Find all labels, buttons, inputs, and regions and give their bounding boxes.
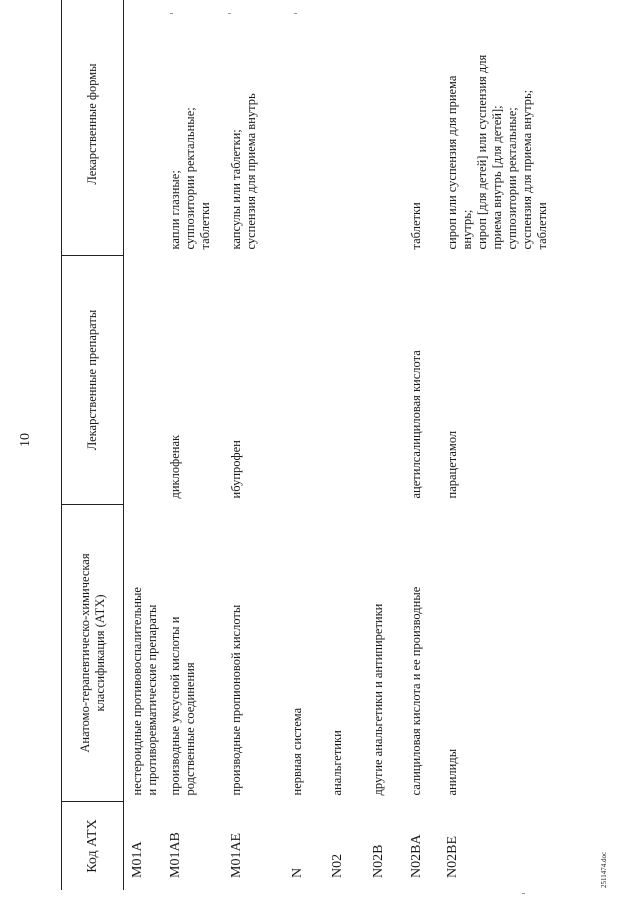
atc-code: M01A <box>130 841 145 878</box>
dosage-forms <box>439 0 555 256</box>
dosage-form-line: суппозитории ректальные; <box>183 107 197 250</box>
dosage-forms <box>162 0 223 256</box>
drug-name <box>284 256 324 505</box>
atc-code: M01AE <box>229 832 244 878</box>
drug-name: ацетилсалициловая кислота <box>409 350 423 499</box>
table-row <box>365 0 403 890</box>
header-drugs: Лекарственные препараты <box>62 256 124 505</box>
atc-code: N02BE <box>445 836 460 878</box>
dosage-form-line: таблетки <box>198 202 212 250</box>
drug-name <box>124 256 163 505</box>
classification-line: другие анальгетики и антипиретики <box>371 603 385 796</box>
dosage-forms <box>223 0 284 256</box>
atc-classification <box>124 505 163 802</box>
atc-classification <box>439 505 555 802</box>
atc-code: M01AB <box>168 832 183 878</box>
dosage-forms <box>403 0 439 256</box>
dosage-form-line: сироп [для детей] или суспензия для <box>475 54 489 250</box>
atc-classification <box>324 505 365 802</box>
table-row <box>162 0 223 890</box>
header-classification <box>62 505 124 802</box>
dosage-forms <box>284 0 324 256</box>
dosage-form-line: внутрь; <box>460 209 474 250</box>
dosage-form-line: суспензия для приема внутрь; <box>520 89 534 250</box>
header-forms: Лекарственные формы <box>62 0 124 256</box>
atc-code: N02BA <box>409 834 424 878</box>
atc-classification <box>403 505 439 802</box>
table-row <box>124 0 163 890</box>
drug-name: ибупрофен <box>229 440 243 499</box>
classification-line: нестероидные противовоспалительные <box>130 587 144 796</box>
dosage-form-line: таблетки <box>409 202 423 250</box>
classification-line: родственные соединения <box>183 662 197 796</box>
header-classification-line: Анатомо-терапевтическо-химическая <box>77 553 92 753</box>
atc-classification <box>365 505 403 802</box>
classification-line: анилиды <box>445 748 459 796</box>
atc-drug-table <box>61 0 555 890</box>
table-row <box>223 0 284 890</box>
dosage-forms <box>365 0 403 256</box>
document-page <box>15 20 615 890</box>
page-number: 10 <box>18 433 33 447</box>
dosage-form-line: приема внутрь [для детей]; <box>490 105 504 250</box>
dosage-forms <box>124 0 163 256</box>
dosage-form-line: суспензия для приема внутрь <box>244 93 258 250</box>
table-header-row <box>62 0 124 890</box>
scan-speck <box>294 13 297 14</box>
table-row <box>403 0 439 890</box>
classification-line: салициловая кислота и ее производные <box>409 586 423 796</box>
classification-line: и противоревматические препараты <box>145 604 159 796</box>
dosage-form-line: капли глазные; <box>168 170 182 250</box>
classification-line: производные пропионовой кислоты <box>229 604 243 796</box>
dosage-forms <box>324 0 365 256</box>
atc-classification <box>284 505 324 802</box>
dosage-form-line: сироп или суспензия для приема <box>445 75 459 250</box>
table-row <box>439 0 555 890</box>
table-row <box>284 0 324 890</box>
atc-classification <box>223 505 284 802</box>
drug-name: парацетамол <box>445 430 459 499</box>
classification-line: производные уксусной кислоты и <box>168 616 182 796</box>
drug-name <box>365 256 403 505</box>
drug-name: диклофенак <box>168 434 182 499</box>
scan-speck <box>228 13 231 14</box>
atc-code: N <box>290 867 305 878</box>
document-filename: 2511474.doc <box>600 851 608 888</box>
atc-code: N02B <box>371 844 386 878</box>
table-row <box>324 0 365 890</box>
classification-line: анальгетики <box>330 730 344 796</box>
dosage-form-line: таблетки <box>535 202 549 250</box>
header-code: Код АТХ <box>62 802 124 891</box>
scan-speck <box>522 893 525 894</box>
dosage-form-line: капсулы или таблетки; <box>229 129 243 250</box>
drug-name <box>324 256 365 505</box>
atc-classification <box>162 505 223 802</box>
dosage-form-line: суппозитории ректальные; <box>505 107 519 250</box>
header-classification-line: классификация (АТХ) <box>92 594 107 712</box>
scan-speck <box>170 13 173 14</box>
atc-code: N02 <box>330 853 345 878</box>
classification-line: нервная система <box>290 707 304 796</box>
